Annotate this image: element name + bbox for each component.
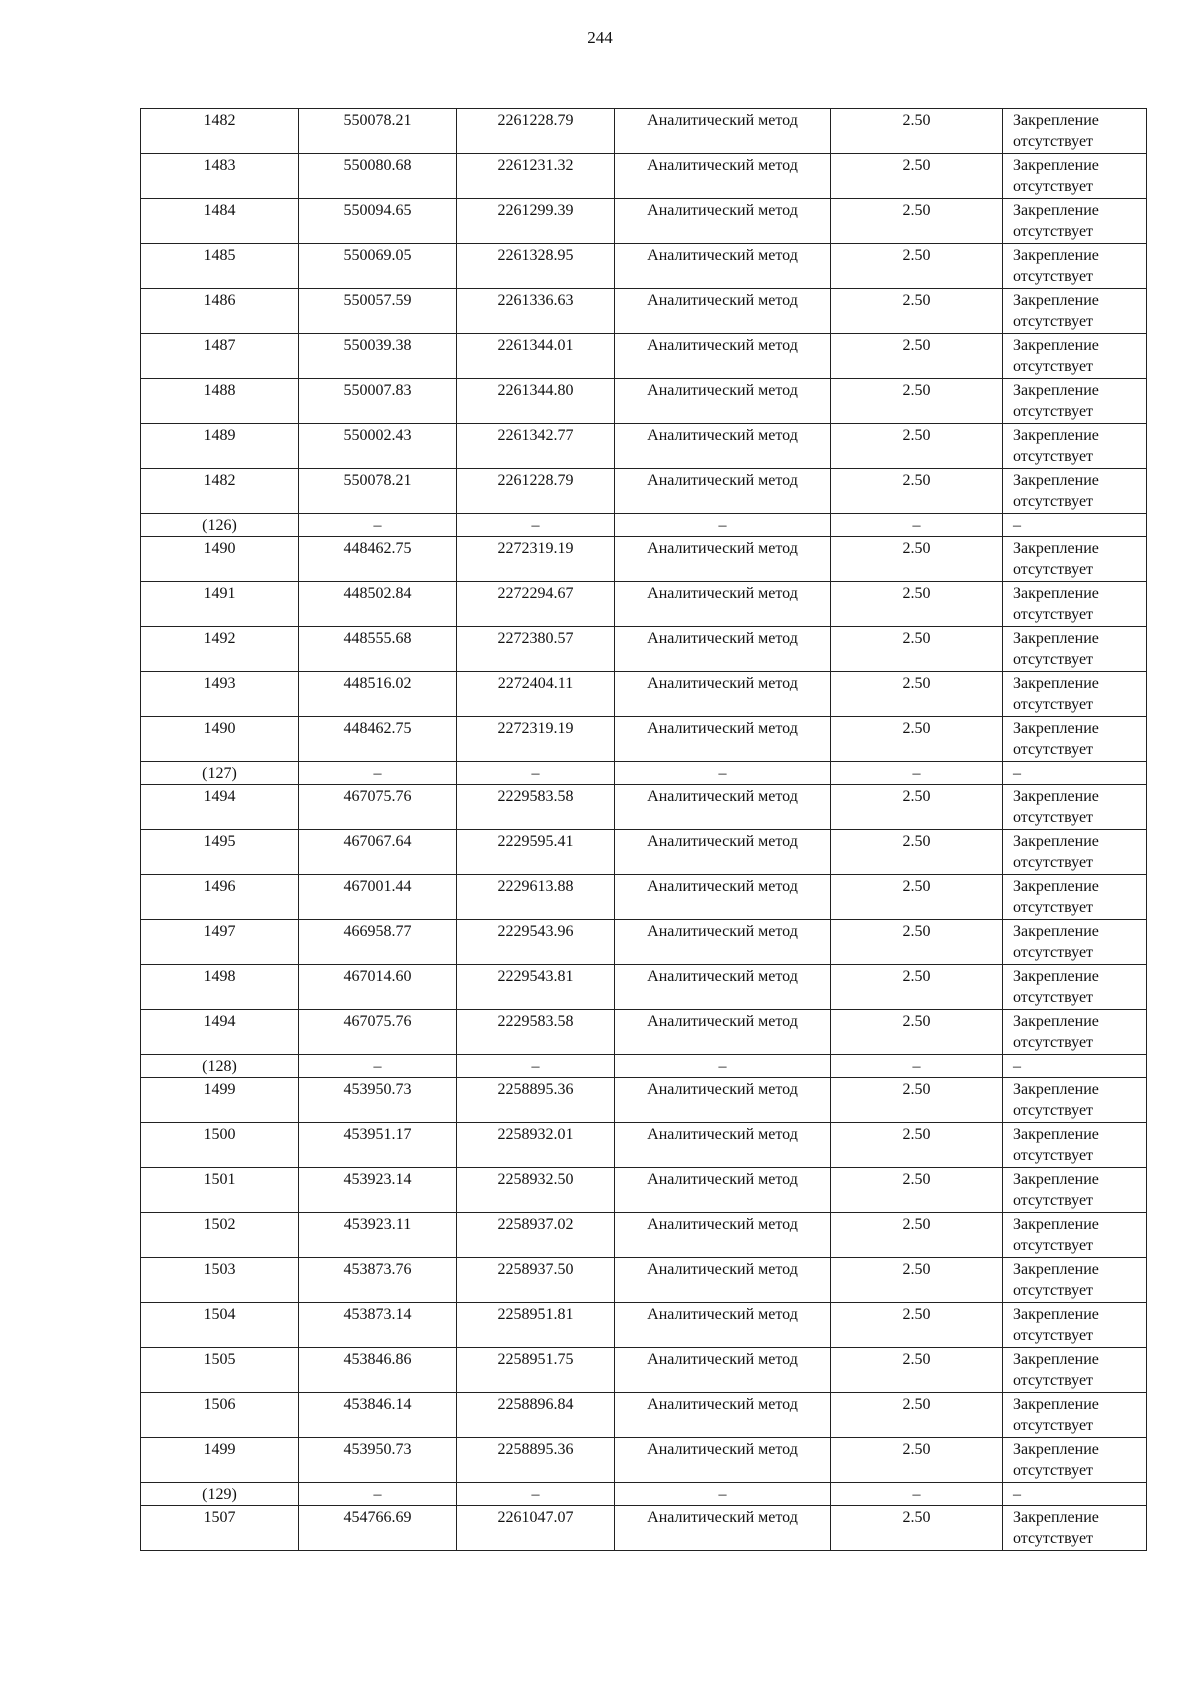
y-coordinate-cell: 2258896.84: [457, 1393, 615, 1438]
point-number-cell: 1504: [141, 1303, 299, 1348]
y-coordinate-cell: 2258937.02: [457, 1213, 615, 1258]
y-coordinate-cell: 2261336.63: [457, 289, 615, 334]
point-number-cell: 1499: [141, 1438, 299, 1483]
y-coordinate-cell: 2261328.95: [457, 244, 615, 289]
fixation-cell: Закрепление отсутствует: [1003, 1258, 1147, 1303]
fixation-cell: Закрепление отсутствует: [1003, 1168, 1147, 1213]
accuracy-cell: 2.50: [831, 1303, 1003, 1348]
table-row: [141, 109, 1147, 154]
x-coordinate-cell: 448516.02: [299, 672, 457, 717]
accuracy-cell: 2.50: [831, 965, 1003, 1010]
table-row: [141, 1438, 1147, 1483]
point-number-cell: 1496: [141, 875, 299, 920]
point-number-cell: 1506: [141, 1393, 299, 1438]
x-coordinate-cell: –: [299, 514, 457, 537]
accuracy-cell: 2.50: [831, 109, 1003, 154]
point-number-cell: 1489: [141, 424, 299, 469]
fixation-cell: Закрепление отсутствует: [1003, 1303, 1147, 1348]
table-row: [141, 1393, 1147, 1438]
table-row: [141, 920, 1147, 965]
point-number-cell: 1494: [141, 785, 299, 830]
x-coordinate-cell: 467075.76: [299, 1010, 457, 1055]
accuracy-cell: –: [831, 1483, 1003, 1506]
method-cell: –: [615, 514, 831, 537]
fixation-cell: Закрепление отсутствует: [1003, 1348, 1147, 1393]
point-number-cell: 1499: [141, 1078, 299, 1123]
method-cell: Аналитический метод: [615, 1438, 831, 1483]
accuracy-cell: 2.50: [831, 289, 1003, 334]
y-coordinate-cell: 2229595.41: [457, 830, 615, 875]
point-number-cell: (128): [141, 1055, 299, 1078]
point-number-cell: 1502: [141, 1213, 299, 1258]
x-coordinate-cell: 550078.21: [299, 469, 457, 514]
point-number-cell: 1482: [141, 109, 299, 154]
table-row: [141, 1010, 1147, 1055]
method-cell: Аналитический метод: [615, 109, 831, 154]
method-cell: Аналитический метод: [615, 1168, 831, 1213]
table-row: [141, 424, 1147, 469]
method-cell: Аналитический метод: [615, 1010, 831, 1055]
accuracy-cell: 2.50: [831, 1438, 1003, 1483]
method-cell: Аналитический метод: [615, 379, 831, 424]
method-cell: Аналитический метод: [615, 537, 831, 582]
accuracy-cell: 2.50: [831, 785, 1003, 830]
x-coordinate-cell: 550094.65: [299, 199, 457, 244]
accuracy-cell: 2.50: [831, 1123, 1003, 1168]
coordinates-table: [140, 108, 1147, 1551]
y-coordinate-cell: 2261342.77: [457, 424, 615, 469]
table-row: [141, 830, 1147, 875]
fixation-cell: Закрепление отсутствует: [1003, 627, 1147, 672]
page-number: 244: [587, 28, 613, 47]
fixation-cell: Закрепление отсутствует: [1003, 1123, 1147, 1168]
x-coordinate-cell: 448555.68: [299, 627, 457, 672]
fixation-cell: Закрепление отсутствует: [1003, 1438, 1147, 1483]
accuracy-cell: –: [831, 1055, 1003, 1078]
x-coordinate-cell: 467001.44: [299, 875, 457, 920]
table-row: [141, 1506, 1147, 1551]
method-cell: Аналитический метод: [615, 830, 831, 875]
x-coordinate-cell: 453846.14: [299, 1393, 457, 1438]
accuracy-cell: 2.50: [831, 537, 1003, 582]
x-coordinate-cell: 453950.73: [299, 1078, 457, 1123]
fixation-cell: Закрепление отсутствует: [1003, 154, 1147, 199]
x-coordinate-cell: –: [299, 1055, 457, 1078]
x-coordinate-cell: 453950.73: [299, 1438, 457, 1483]
fixation-cell: Закрепление отсутствует: [1003, 379, 1147, 424]
y-coordinate-cell: 2261344.01: [457, 334, 615, 379]
method-cell: Аналитический метод: [615, 289, 831, 334]
point-number-cell: 1507: [141, 1506, 299, 1551]
accuracy-cell: 2.50: [831, 1213, 1003, 1258]
accuracy-cell: 2.50: [831, 244, 1003, 289]
accuracy-cell: 2.50: [831, 1506, 1003, 1551]
method-cell: Аналитический метод: [615, 1303, 831, 1348]
point-number-cell: 1490: [141, 717, 299, 762]
y-coordinate-cell: 2272319.19: [457, 537, 615, 582]
fixation-cell: Закрепление отсутствует: [1003, 109, 1147, 154]
point-number-cell: 1490: [141, 537, 299, 582]
point-number-cell: 1486: [141, 289, 299, 334]
table-row: [141, 199, 1147, 244]
point-number-cell: 1485: [141, 244, 299, 289]
point-number-cell: 1482: [141, 469, 299, 514]
group-header-row: [141, 514, 1147, 537]
fixation-cell: Закрепление отсутствует: [1003, 582, 1147, 627]
x-coordinate-cell: 453923.11: [299, 1213, 457, 1258]
table-row: [141, 1258, 1147, 1303]
x-coordinate-cell: 448502.84: [299, 582, 457, 627]
fixation-cell: Закрепление отсутствует: [1003, 920, 1147, 965]
table-row: [141, 1078, 1147, 1123]
fixation-cell: Закрепление отсутствует: [1003, 1213, 1147, 1258]
y-coordinate-cell: 2261344.80: [457, 379, 615, 424]
x-coordinate-cell: 550057.59: [299, 289, 457, 334]
method-cell: Аналитический метод: [615, 1123, 831, 1168]
y-coordinate-cell: –: [457, 514, 615, 537]
y-coordinate-cell: 2272404.11: [457, 672, 615, 717]
point-number-cell: 1494: [141, 1010, 299, 1055]
fixation-cell: Закрепление отсутствует: [1003, 830, 1147, 875]
fixation-cell: Закрепление отсутствует: [1003, 1393, 1147, 1438]
fixation-cell: Закрепление отсутствует: [1003, 199, 1147, 244]
x-coordinate-cell: 453951.17: [299, 1123, 457, 1168]
y-coordinate-cell: 2261299.39: [457, 199, 615, 244]
accuracy-cell: 2.50: [831, 672, 1003, 717]
y-coordinate-cell: 2258951.75: [457, 1348, 615, 1393]
accuracy-cell: 2.50: [831, 1078, 1003, 1123]
accuracy-cell: 2.50: [831, 1348, 1003, 1393]
group-header-row: [141, 762, 1147, 785]
accuracy-cell: 2.50: [831, 469, 1003, 514]
y-coordinate-cell: 2258932.01: [457, 1123, 615, 1168]
method-cell: Аналитический метод: [615, 1393, 831, 1438]
accuracy-cell: 2.50: [831, 717, 1003, 762]
fixation-cell: Закрепление отсутствует: [1003, 875, 1147, 920]
fixation-cell: Закрепление отсутствует: [1003, 965, 1147, 1010]
y-coordinate-cell: 2258937.50: [457, 1258, 615, 1303]
y-coordinate-cell: 2258895.36: [457, 1078, 615, 1123]
table-row: [141, 875, 1147, 920]
fixation-cell: Закрепление отсутствует: [1003, 289, 1147, 334]
method-cell: Аналитический метод: [615, 1258, 831, 1303]
point-number-cell: 1488: [141, 379, 299, 424]
accuracy-cell: 2.50: [831, 1010, 1003, 1055]
table-row: [141, 582, 1147, 627]
y-coordinate-cell: 2272319.19: [457, 717, 615, 762]
fixation-cell: –: [1003, 762, 1147, 785]
y-coordinate-cell: 2229543.96: [457, 920, 615, 965]
x-coordinate-cell: 550007.83: [299, 379, 457, 424]
accuracy-cell: 2.50: [831, 199, 1003, 244]
y-coordinate-cell: 2261231.32: [457, 154, 615, 199]
fixation-cell: Закрепление отсутствует: [1003, 244, 1147, 289]
method-cell: Аналитический метод: [615, 244, 831, 289]
x-coordinate-cell: –: [299, 762, 457, 785]
accuracy-cell: 2.50: [831, 334, 1003, 379]
method-cell: Аналитический метод: [615, 1078, 831, 1123]
y-coordinate-cell: 2229543.81: [457, 965, 615, 1010]
table-row: [141, 289, 1147, 334]
fixation-cell: Закрепление отсутствует: [1003, 785, 1147, 830]
table-row: [141, 244, 1147, 289]
y-coordinate-cell: 2229613.88: [457, 875, 615, 920]
accuracy-cell: 2.50: [831, 154, 1003, 199]
point-number-cell: 1495: [141, 830, 299, 875]
y-coordinate-cell: 2258951.81: [457, 1303, 615, 1348]
point-number-cell: 1492: [141, 627, 299, 672]
method-cell: –: [615, 1055, 831, 1078]
point-number-cell: 1493: [141, 672, 299, 717]
point-number-cell: 1497: [141, 920, 299, 965]
y-coordinate-cell: 2258932.50: [457, 1168, 615, 1213]
table-row: [141, 334, 1147, 379]
table-row: [141, 965, 1147, 1010]
method-cell: –: [615, 762, 831, 785]
table-row: [141, 379, 1147, 424]
x-coordinate-cell: 467014.60: [299, 965, 457, 1010]
table-row: [141, 1168, 1147, 1213]
accuracy-cell: 2.50: [831, 1393, 1003, 1438]
method-cell: Аналитический метод: [615, 154, 831, 199]
x-coordinate-cell: 454766.69: [299, 1506, 457, 1551]
table-row: [141, 672, 1147, 717]
point-number-cell: 1500: [141, 1123, 299, 1168]
point-number-cell: 1487: [141, 334, 299, 379]
accuracy-cell: 2.50: [831, 920, 1003, 965]
table-row: [141, 537, 1147, 582]
fixation-cell: Закрепление отсутствует: [1003, 334, 1147, 379]
x-coordinate-cell: 453923.14: [299, 1168, 457, 1213]
y-coordinate-cell: 2272380.57: [457, 627, 615, 672]
y-coordinate-cell: –: [457, 762, 615, 785]
point-number-cell: 1498: [141, 965, 299, 1010]
y-coordinate-cell: –: [457, 1055, 615, 1078]
method-cell: Аналитический метод: [615, 965, 831, 1010]
fixation-cell: Закрепление отсутствует: [1003, 537, 1147, 582]
method-cell: Аналитический метод: [615, 1213, 831, 1258]
accuracy-cell: 2.50: [831, 582, 1003, 627]
point-number-cell: 1483: [141, 154, 299, 199]
x-coordinate-cell: 550002.43: [299, 424, 457, 469]
point-number-cell: 1501: [141, 1168, 299, 1213]
accuracy-cell: –: [831, 762, 1003, 785]
table-row: [141, 1348, 1147, 1393]
accuracy-cell: 2.50: [831, 830, 1003, 875]
fixation-cell: Закрепление отсутствует: [1003, 1010, 1147, 1055]
x-coordinate-cell: 466958.77: [299, 920, 457, 965]
x-coordinate-cell: 467067.64: [299, 830, 457, 875]
x-coordinate-cell: 550039.38: [299, 334, 457, 379]
method-cell: Аналитический метод: [615, 717, 831, 762]
y-coordinate-cell: 2261228.79: [457, 469, 615, 514]
x-coordinate-cell: 467075.76: [299, 785, 457, 830]
table-row: [141, 1213, 1147, 1258]
fixation-cell: Закрепление отсутствует: [1003, 424, 1147, 469]
accuracy-cell: 2.50: [831, 1168, 1003, 1213]
x-coordinate-cell: 550080.68: [299, 154, 457, 199]
method-cell: Аналитический метод: [615, 672, 831, 717]
fixation-cell: –: [1003, 1055, 1147, 1078]
point-number-cell: 1484: [141, 199, 299, 244]
fixation-cell: –: [1003, 514, 1147, 537]
method-cell: Аналитический метод: [615, 627, 831, 672]
point-number-cell: (127): [141, 762, 299, 785]
method-cell: Аналитический метод: [615, 1348, 831, 1393]
method-cell: Аналитический метод: [615, 582, 831, 627]
y-coordinate-cell: 2261228.79: [457, 109, 615, 154]
table-row: [141, 785, 1147, 830]
point-number-cell: (126): [141, 514, 299, 537]
y-coordinate-cell: –: [457, 1483, 615, 1506]
table-row: [141, 1123, 1147, 1168]
method-cell: Аналитический метод: [615, 199, 831, 244]
x-coordinate-cell: 453873.76: [299, 1258, 457, 1303]
point-number-cell: 1503: [141, 1258, 299, 1303]
accuracy-cell: 2.50: [831, 875, 1003, 920]
group-header-row: [141, 1055, 1147, 1078]
accuracy-cell: 2.50: [831, 379, 1003, 424]
table-row: [141, 627, 1147, 672]
x-coordinate-cell: 550069.05: [299, 244, 457, 289]
method-cell: Аналитический метод: [615, 920, 831, 965]
fixation-cell: Закрепление отсутствует: [1003, 1078, 1147, 1123]
method-cell: –: [615, 1483, 831, 1506]
accuracy-cell: 2.50: [831, 1258, 1003, 1303]
accuracy-cell: 2.50: [831, 627, 1003, 672]
y-coordinate-cell: 2258895.36: [457, 1438, 615, 1483]
method-cell: Аналитический метод: [615, 469, 831, 514]
y-coordinate-cell: 2229583.58: [457, 1010, 615, 1055]
y-coordinate-cell: 2272294.67: [457, 582, 615, 627]
point-number-cell: (129): [141, 1483, 299, 1506]
fixation-cell: Закрепление отсутствует: [1003, 469, 1147, 514]
x-coordinate-cell: 448462.75: [299, 537, 457, 582]
x-coordinate-cell: 550078.21: [299, 109, 457, 154]
table-row: [141, 717, 1147, 762]
accuracy-cell: 2.50: [831, 424, 1003, 469]
table-body: [141, 109, 1147, 1551]
fixation-cell: –: [1003, 1483, 1147, 1506]
method-cell: Аналитический метод: [615, 334, 831, 379]
fixation-cell: Закрепление отсутствует: [1003, 1506, 1147, 1551]
group-header-row: [141, 1483, 1147, 1506]
accuracy-cell: –: [831, 514, 1003, 537]
method-cell: Аналитический метод: [615, 875, 831, 920]
table-row: [141, 154, 1147, 199]
point-number-cell: 1491: [141, 582, 299, 627]
y-coordinate-cell: 2229583.58: [457, 785, 615, 830]
table-row: [141, 469, 1147, 514]
method-cell: Аналитический метод: [615, 785, 831, 830]
x-coordinate-cell: 453873.14: [299, 1303, 457, 1348]
fixation-cell: Закрепление отсутствует: [1003, 672, 1147, 717]
x-coordinate-cell: –: [299, 1483, 457, 1506]
x-coordinate-cell: 453846.86: [299, 1348, 457, 1393]
y-coordinate-cell: 2261047.07: [457, 1506, 615, 1551]
table-row: [141, 1303, 1147, 1348]
fixation-cell: Закрепление отсутствует: [1003, 717, 1147, 762]
x-coordinate-cell: 448462.75: [299, 717, 457, 762]
method-cell: Аналитический метод: [615, 424, 831, 469]
point-number-cell: 1505: [141, 1348, 299, 1393]
method-cell: Аналитический метод: [615, 1506, 831, 1551]
